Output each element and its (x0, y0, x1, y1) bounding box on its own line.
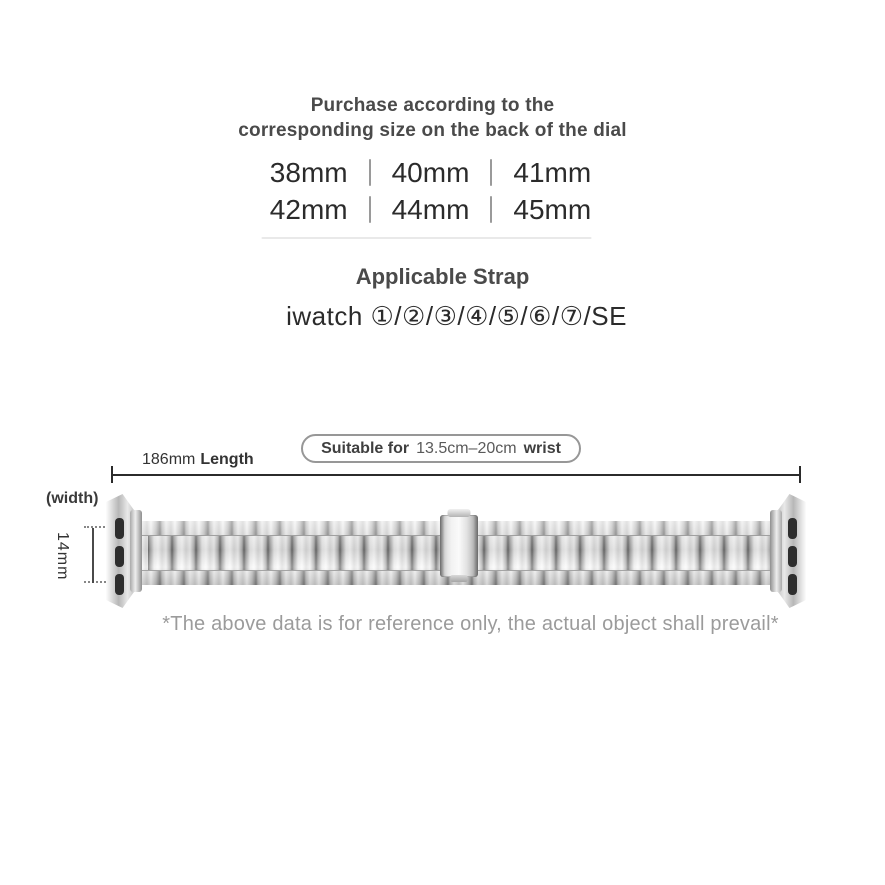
size-row (0, 154, 873, 191)
clasp-release-button (448, 509, 471, 517)
width-dimension-label: (width) (46, 490, 99, 507)
purchase-instruction-heading (0, 93, 875, 143)
butterfly-clasp (440, 515, 478, 577)
width-dimension-line (92, 528, 94, 583)
adapter-slot (115, 546, 124, 567)
disclaimer-text: *The above data is for reference only, the actual object shall prevail* (162, 613, 779, 635)
fit-badge-range: 13.5cm–20cm (416, 439, 517, 457)
size-option: 40mm (391, 156, 470, 188)
length-value: 186mm (142, 451, 196, 468)
size-separator (490, 159, 492, 186)
size-option: 41mm (513, 156, 592, 188)
fit-badge-prefix: Suitable for (321, 439, 410, 457)
divider-line (261, 237, 591, 239)
heading-line-1: Purchase according to the (310, 95, 555, 116)
adapter-hinge (770, 510, 782, 592)
adapter-slot (788, 546, 797, 567)
size-option: 42mm (269, 193, 348, 225)
applicable-strap-title: Applicable Strap (355, 264, 530, 289)
size-options (0, 154, 873, 228)
watch-band-image (106, 494, 806, 608)
heading-line-2: corresponding size on the back of the dial (238, 120, 627, 141)
size-option: 44mm (391, 193, 470, 225)
length-word: Length (200, 451, 254, 468)
width-dimension-value: 14mm (54, 531, 71, 581)
clasp-bottom-tab (451, 575, 468, 582)
size-separator (369, 196, 371, 223)
wrist-fit-badge (301, 434, 581, 463)
size-row (0, 191, 873, 228)
size-option: 45mm (513, 193, 592, 225)
length-tick-left (111, 466, 113, 483)
adapter-slot (115, 518, 124, 539)
band-adapter-left (106, 494, 142, 608)
band-adapter-right (770, 494, 806, 608)
adapter-hinge (130, 510, 142, 592)
length-tick-right (799, 466, 801, 483)
applicable-models-list: iwatch ①/②/③/④/⑤/⑥/⑦/SE (286, 301, 627, 331)
adapter-slot (115, 574, 124, 595)
adapter-slot (788, 518, 797, 539)
size-separator (369, 159, 371, 186)
fit-badge-suffix: wrist (523, 439, 561, 457)
length-dimension-line (112, 474, 801, 476)
size-option: 38mm (269, 156, 348, 188)
size-separator (490, 196, 492, 223)
length-dimension-label (142, 451, 254, 469)
adapter-slot (788, 574, 797, 595)
